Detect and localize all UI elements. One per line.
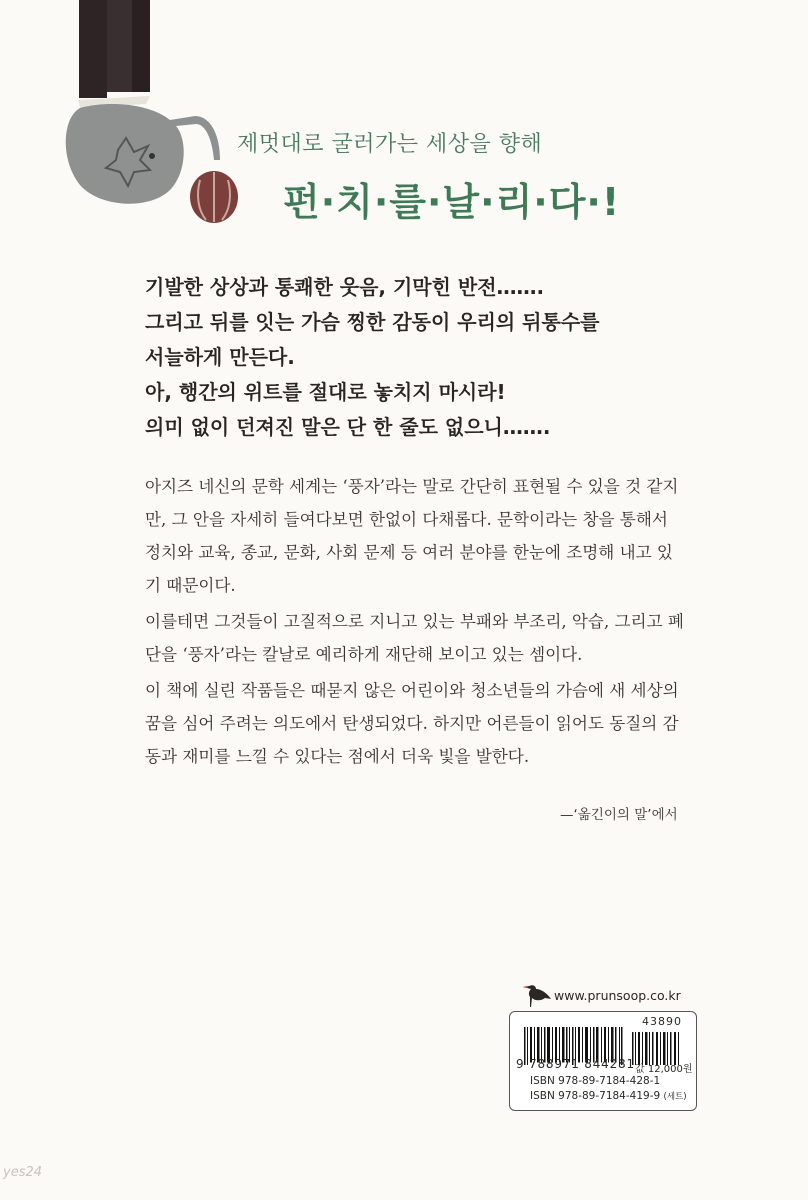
lead-quote — [145, 270, 705, 445]
isbn-set-number: ISBN 978-89-7184-419-9 — [530, 1090, 661, 1102]
isbn-line-set — [530, 1090, 687, 1102]
isbn-line: ISBN 978-89-7184-428-1 — [530, 1075, 661, 1087]
watermark: yes24 — [3, 1165, 43, 1180]
lead-line: 의미 없이 던져진 말은 단 한 줄도 없으니……. — [145, 415, 551, 439]
price-label: 값 12,000원 — [635, 1064, 693, 1075]
tagline: 제멋대로 굴러가는 세상을 향해 — [237, 132, 543, 157]
translator-excerpt — [145, 470, 685, 773]
bird-logo-icon — [519, 979, 555, 1009]
punch-ball-illustration — [190, 171, 238, 223]
lead-line: 아, 행간의 위트를 절대로 놓치지 마시라! — [145, 380, 506, 404]
headline: 펀·치·를·날·리·다·! — [283, 180, 621, 224]
excerpt-source: —‘옮긴이의 말’에서 — [560, 807, 678, 823]
body-paragraph: 이를테면 그것들이 고질적으로 지니고 있는 부패와 부조리, 악습, 그리고 폐단을 ‘풍자’라는 칼날로 예리하게 재단해 보이고 있는 셈이다. — [145, 612, 684, 664]
addon-number: 43890 — [642, 1015, 682, 1028]
barcode-panel — [509, 1011, 697, 1111]
lead-line: 서늘하게 만든다. — [145, 345, 295, 369]
ean-number: 9 788971 844281 — [516, 1057, 635, 1071]
lead-line: 기발한 상상과 통쾌한 웃음, 기막힌 반전……. — [145, 275, 545, 299]
kettle-illustration — [0, 0, 260, 240]
body-paragraph: 이 책에 실린 작품들은 때묻지 않은 어린이와 청소년들의 가슴에 새 세상의 꿈을 심어 주려는 의도에서 탄생되었다. 하지만 어른들이 읽어도 동질의 감동과 재미를 느낄 수 있다는 점에서 더욱 빛을 발한다. — [145, 681, 679, 766]
lead-line: 그리고 뒤를 잇는 가슴 찡한 감동이 우리의 뒤통수를 — [145, 310, 600, 334]
body-paragraph: 아지즈 네신의 문학 세계는 ‘풍자’라는 말로 간단히 표현될 수 있을 것 같지만, 그 안을 자세히 들여다보면 한없이 다채롭다. 문학이라는 창을 통해서 정치와 교육, 종교, 문화, 사회 문제 등 여러 분야를 한눈에 조명해 내고 있기 때문이다. — [145, 477, 679, 595]
publisher-url[interactable]: www.prunsoop.co.kr — [554, 988, 681, 1003]
set-label: (세트) — [663, 1092, 687, 1102]
